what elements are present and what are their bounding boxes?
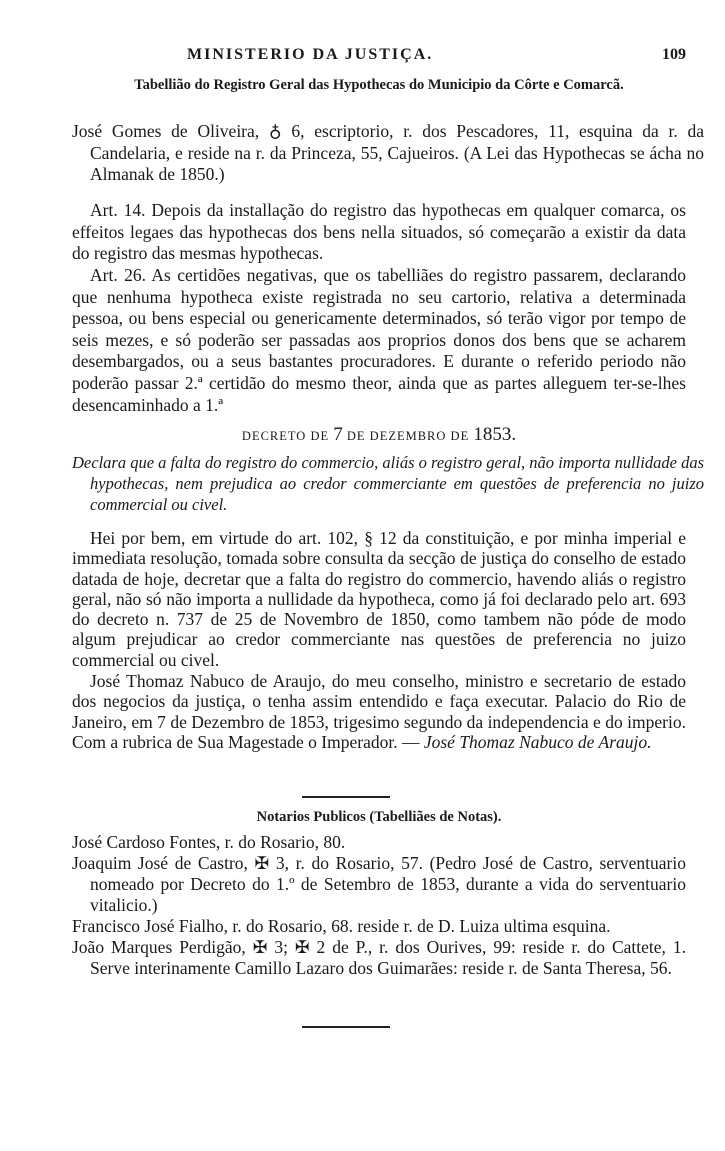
decree-heading-mid: DE DEZEMBRO DE [346,429,470,443]
list-item: Joaquim José de Castro, ✠ 3, r. do Rosario, 57. (Pedro José de Castro, serventuario nomeado por Decreto do 1.º de Setembro de 1853, durante a vida do serventuario vitalicio.) [72,853,686,915]
divider [302,796,390,798]
notaries-list [72,832,686,979]
decree-paragraph-2 [72,671,686,752]
page-number: 109 [662,46,686,63]
decree-heading [72,424,686,448]
section-heading-notarios: Notarios Publicos (Tabelliães de Notas). [256,809,502,825]
entry-jose-gomes: José Gomes de Oliveira, ♁ 6, escriptorio, r. dos Pescadores, 11, esquina da r. da Candelaria, e reside na r. da Princeza, 55, Cajueiros. (A Lei das Hypothecas se ácha no Almanak de 1850.) [72,121,704,185]
decree-day: 7 [333,424,343,445]
decree-summary: Declara que a falta do registro do commercio, aliás o registro geral, não importa nullidade das hypothecas, nem prejudica ao credor commerciante em questões de preferencia no juizo commercial ou civel. [72,453,704,514]
list-item: José Cardoso Fontes, r. do Rosario, 80. [72,832,346,852]
decree-paragraph-1: Hei por bem, em virtude do art. 102, § 12 da constituição, e por minha imperial e immediata resolução, tomada sobre consulta da secção de justiça do conselho de estado datada de hoje, decretar que a falta do registro do commercio, havendo aliás o registro geral, não só não importa a nullidade da hypotheca, como já foi declarado pelo art. 693 do decreto n. 737 de 25 de Novembro de 1850, como tambem não póde de modo algum prejudicar ao credor commerciante nas questões de preferencia no juizo commercial ou civel. [72,528,686,670]
article-14: Art. 14. Depois da installação do registro das hypothecas em qualquer comarca, os effeitos legaes das hypothecas dos bens nella situados, só começarão a existir da data do registro das mesmas hypothecas. [72,200,686,264]
list-item: João Marques Perdigão, ✠ 3; ✠ 2 de P., r. dos Ourives, 99: reside r. do Cattete, 1. Serve interinamente Camillo Lazaro dos Guimarães: reside r. de Santa Theresa, 56. [72,937,686,978]
section-heading-registro-geral: Tabellião do Registro Geral das Hypothecas do Municipio da Côrte e Comarcã. [134,77,624,93]
decree-year: 1853. [473,424,517,445]
article-26: Art. 26. As certidões negativas, que os tabelliães do registro passarem, declarando que nenhuma hypotheca existe registrada no seu cartorio, relativa a determinada pessoa, ou bens especial ou genericamente determinados, só terão vigor por tempo de seis mezes, e só poderão ser passadas aos proprios donos dos bens que se acharem desembargados, ou a seus bastantes procuradores. E durante o referido periodo não poderão passar 2.ª certidão do mesmo theor, ainda que as partes alleguem ter-se-lhes desencaminhado a 1.ª [72,265,686,415]
page-header-title: MINISTERIO DA JUSTIÇA. [187,46,434,63]
list-item: Francisco José Fialho, r. do Rosario, 68. reside r. de D. Luiza ultima esquina. [72,916,611,936]
divider [302,1026,390,1028]
decree-paragraph-2-text: José Thomaz Nabuco de Araujo, do meu conselho, ministro e secretario de estado dos negocios da justiça, o tenha assim entendido e faça executar. Palacio do Rio de Janeiro, em 7 de Dezembro de 1853, trigesimo segundo da independencia e do imperio. Com a rubrica de Sua Magestade o Imperador. — [72,671,686,752]
decree-heading-pre: DECRETO DE [241,429,330,443]
decree-signature: José Thomaz Nabuco de Araujo. [423,731,652,752]
